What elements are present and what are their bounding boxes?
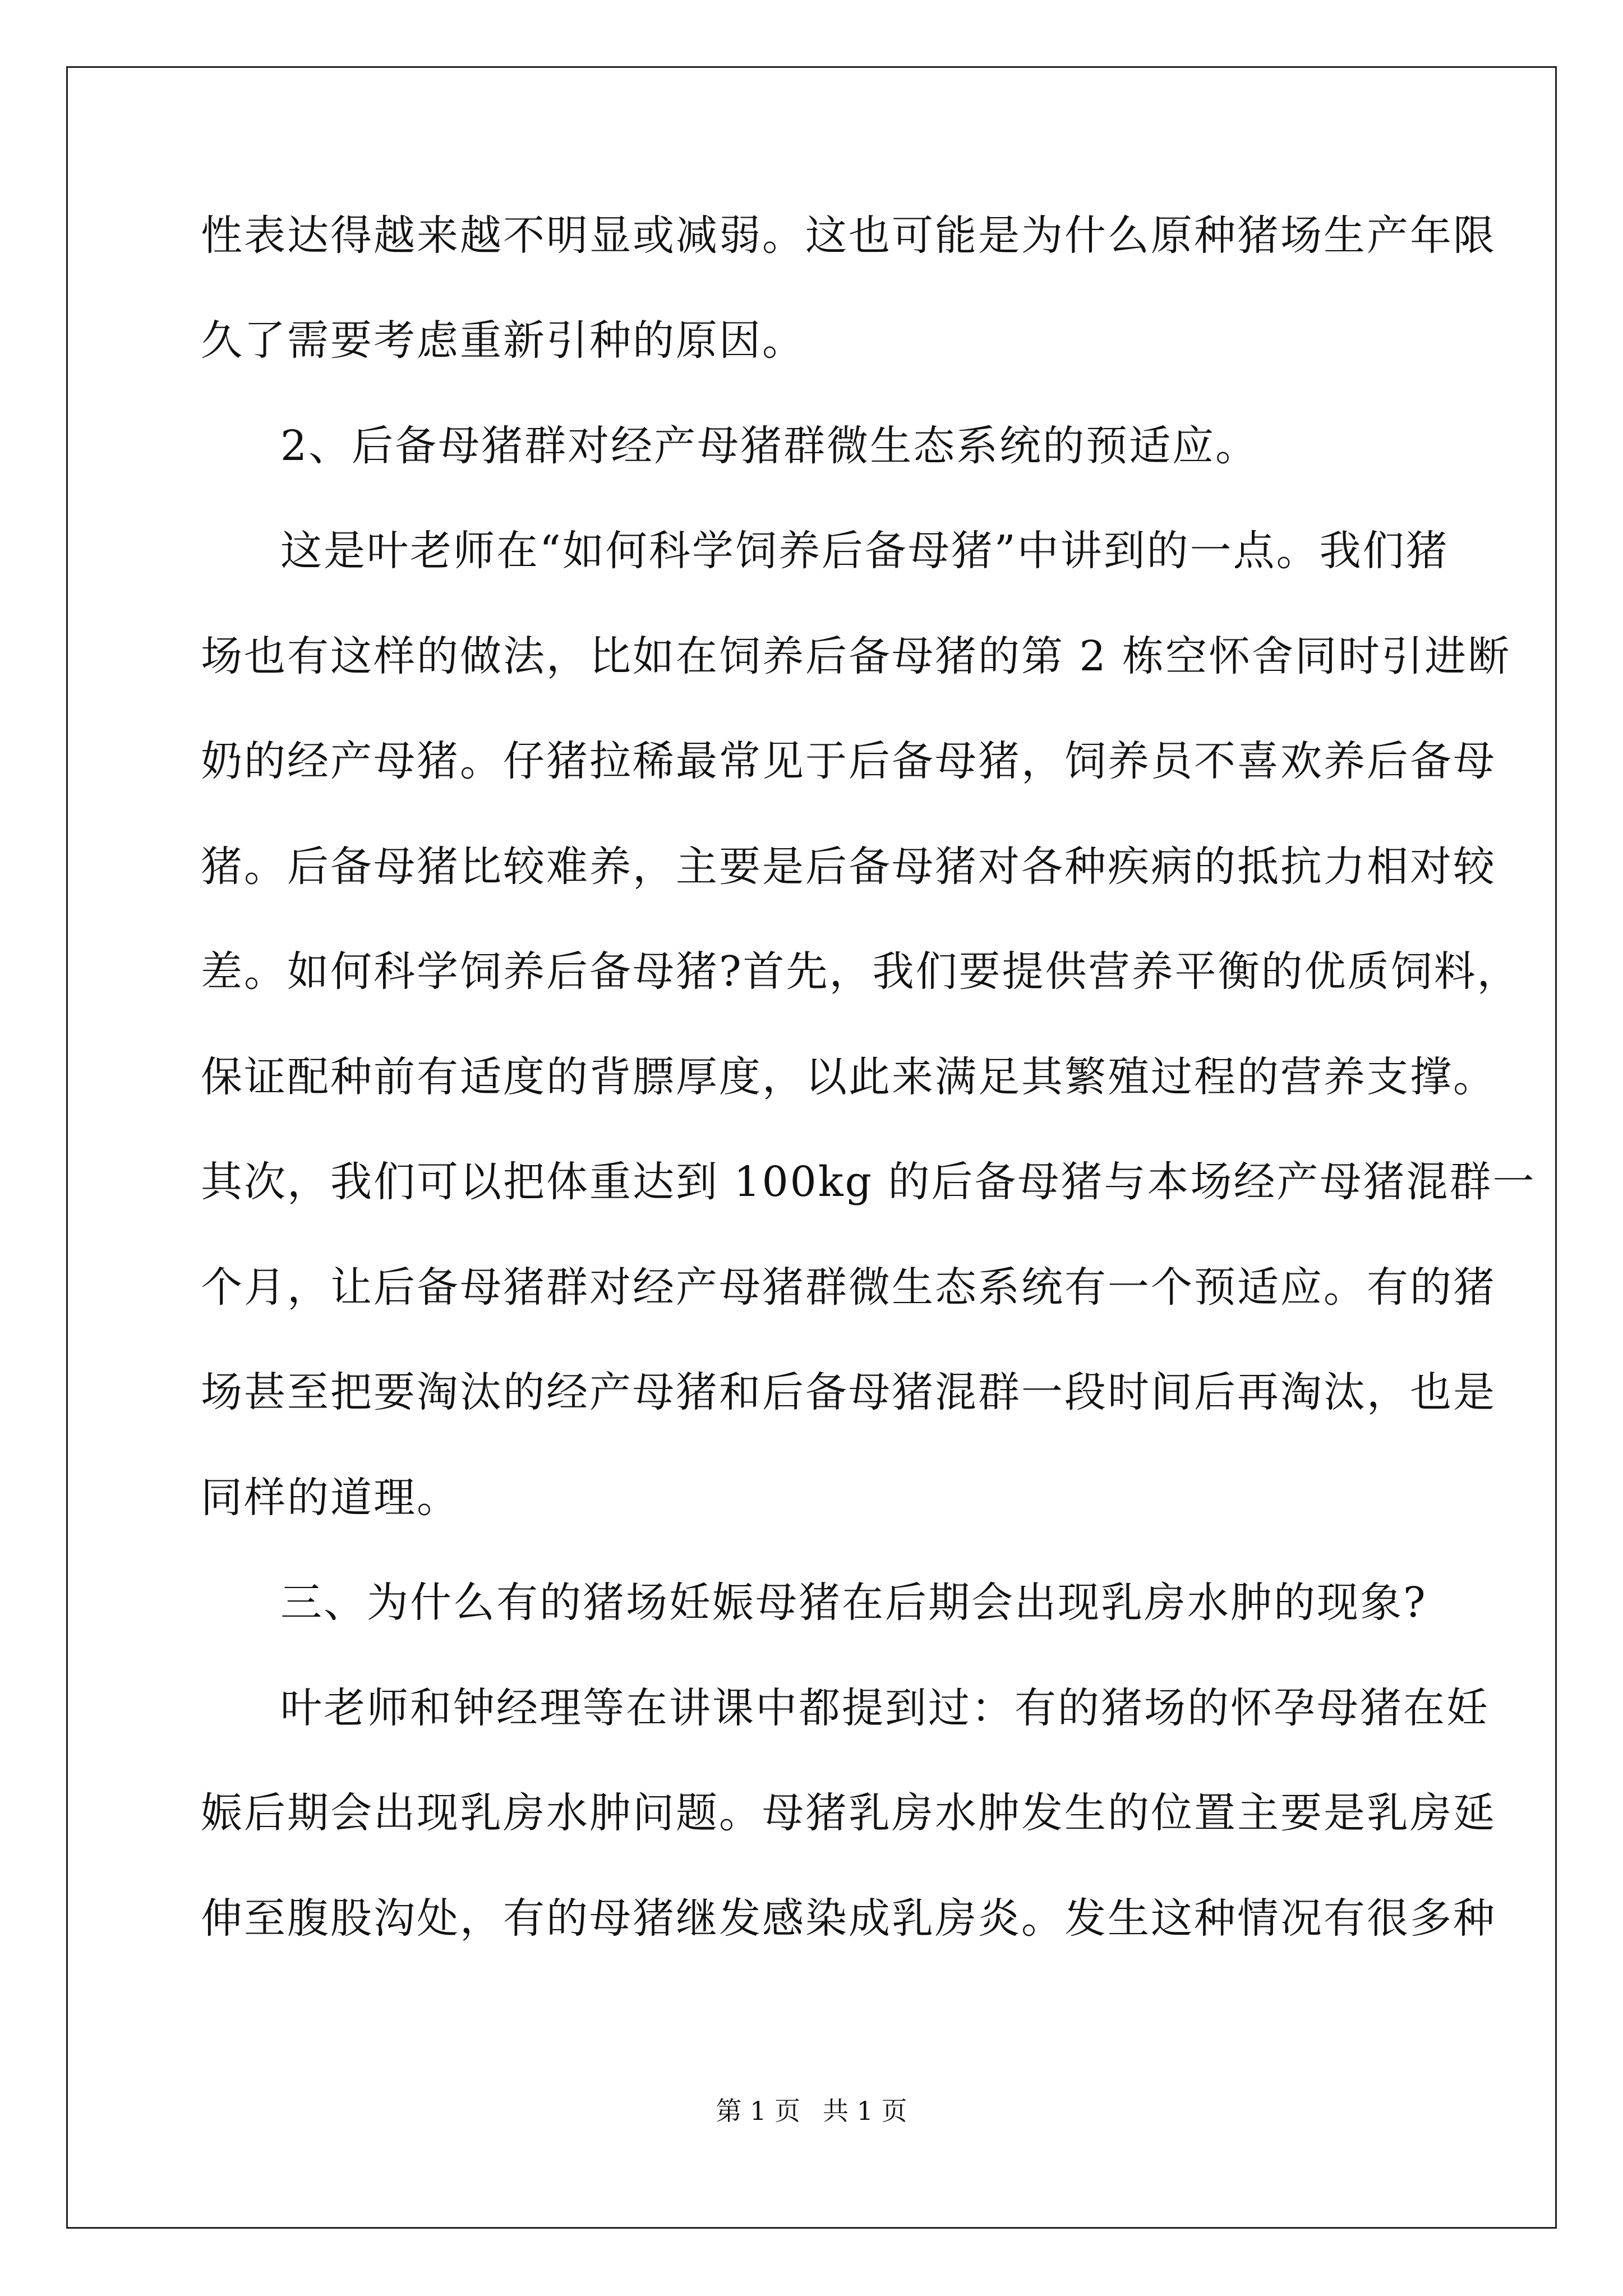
text-line-17: 伸至腹股沟处，有的母猪继发感染成乳房炎。发生这种情况有很多种	[201, 1894, 1496, 1943]
text-line-13: 同样的道理。	[201, 1474, 460, 1522]
text-line-1: 性表达得越来越不明显或减弱。这也可能是为什么原种猪场生产年限	[201, 211, 1496, 260]
page-number: 第 1 页	[716, 2096, 800, 2126]
text-line-11: 个月，让后备母猪群对经产母猪群微生态系统有一个预适应。有的猪	[201, 1263, 1496, 1312]
text-line-7: 猪。后备母猪比较难养，主要是后备母猪对各种疾病的抵抗力相对较	[201, 843, 1496, 891]
text-line-2: 久了需要考虑重新引种的原因。	[201, 316, 805, 365]
text-line-6: 奶的经产母猪。仔猪拉稀最常见于后备母猪，饲养员不喜欢养后备母	[201, 737, 1496, 785]
text-line-4: 这是叶老师在“如何科学饲养后备母猪”中讲到的一点。我们猪	[280, 527, 1449, 575]
text-line-16: 娠后期会出现乳房水肿问题。母猪乳房水肿发生的位置主要是乳房延	[201, 1789, 1496, 1837]
text-line-8: 差。如何科学饲养后备母猪?首先，我们要提供营养平衡的优质饲料，	[201, 947, 1520, 996]
text-line-9: 保证配种前有适度的背膘厚度，以此来满足其繁殖过程的营养支撑。	[201, 1053, 1496, 1101]
text-line-12: 场甚至把要淘汰的经产母猪和后备母猪混群一段时间后再淘汰，也是	[201, 1368, 1496, 1416]
text-line-5: 场也有这样的做法，比如在饲养后备母猪的第 2 栋空怀舍同时引进断	[201, 632, 1511, 680]
section-heading-2: 2、后备母猪群对经产母猪群微生态系统的预适应。	[280, 422, 1259, 470]
page-footer	[0, 2094, 1623, 2128]
text-line-15: 叶老师和钟经理等在讲课中都提到过：有的猪场的怀孕母猪在妊	[280, 1684, 1490, 1732]
section-heading-3: 三、为什么有的猪场妊娠母猪在后期会出现乳房水肿的现象?	[280, 1579, 1427, 1627]
text-line-10: 其次，我们可以把体重达到 100kg 的后备母猪与本场经产母猪混群一	[201, 1158, 1536, 1206]
page-total: 共 1 页	[823, 2096, 907, 2126]
